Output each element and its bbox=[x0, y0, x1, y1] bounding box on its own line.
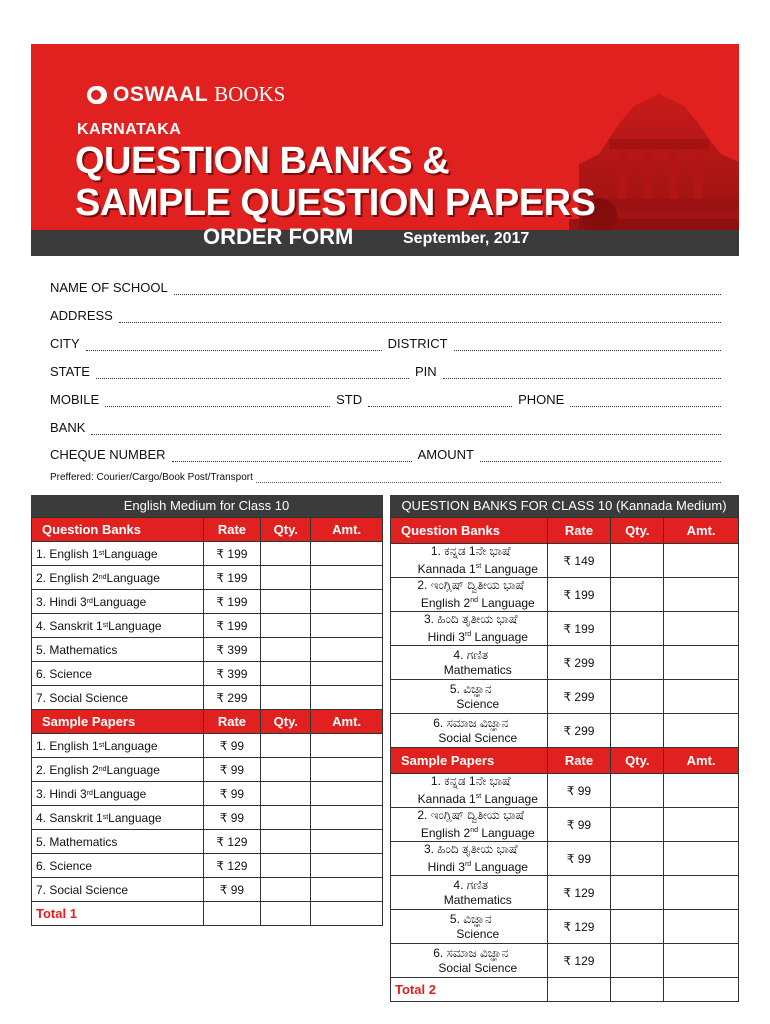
item-name-english: Hindi 3rd Language bbox=[427, 630, 528, 644]
table-row bbox=[390, 841, 738, 875]
english-medium-title: English Medium for Class 10 bbox=[31, 495, 382, 517]
qty-cell[interactable] bbox=[610, 714, 663, 747]
item-rate: ₹ 299 bbox=[547, 680, 611, 713]
table-row bbox=[31, 781, 382, 805]
item-rate: ₹ 129 bbox=[203, 830, 261, 853]
bank-field[interactable] bbox=[50, 419, 721, 435]
table-row bbox=[31, 853, 382, 877]
table-row bbox=[31, 661, 382, 685]
std-label: STD bbox=[336, 392, 363, 407]
qty-cell[interactable] bbox=[260, 542, 310, 565]
item-name-kannada: 6. ಸಮಾಜ ವಿಜ್ಞಾನ bbox=[433, 945, 509, 960]
item-name-kannada: 2. ಇಂಗ್ಲಿಷ್ ದ್ವಿತೀಯ ಭಾಷೆ bbox=[417, 808, 525, 822]
state-pin-field[interactable] bbox=[50, 363, 721, 379]
item-name: 6. Science bbox=[31, 662, 203, 685]
state-field-label: STATE bbox=[50, 364, 90, 379]
item-rate: ₹ 299 bbox=[547, 714, 611, 747]
item-name-kannada: 4. ಗಣಿತ bbox=[453, 877, 489, 892]
item-rate: ₹ 129 bbox=[203, 854, 261, 877]
item-name: 7. Social Science bbox=[31, 878, 203, 901]
table-row bbox=[31, 541, 382, 565]
item-name: 4. Sanskrit 1 st Language bbox=[31, 614, 203, 637]
amt-header: Amt. bbox=[310, 710, 382, 733]
table-row bbox=[31, 613, 382, 637]
amt-cell[interactable] bbox=[310, 590, 382, 613]
state-label: KARNATAKA bbox=[77, 121, 182, 138]
item-rate: ₹ 99 bbox=[203, 758, 261, 781]
english-medium-table bbox=[31, 495, 383, 926]
order-form-date: September, 2017 bbox=[403, 230, 530, 247]
preferred-label: Preffered: Courier/Cargo/Book Post/Transport bbox=[50, 472, 253, 483]
phone-label: PHONE bbox=[518, 392, 565, 407]
item-rate: ₹ 299 bbox=[547, 646, 611, 679]
brand-name: OSWAAL bbox=[113, 82, 209, 106]
pin-label: PIN bbox=[414, 364, 437, 379]
item-name-kannada: 5. ವಿಜ್ಞಾನ bbox=[449, 911, 492, 926]
item-name bbox=[390, 910, 547, 943]
item-rate: ₹ 129 bbox=[547, 910, 611, 943]
amt-cell[interactable] bbox=[663, 714, 738, 747]
item-rate: ₹ 99 bbox=[547, 774, 611, 807]
amt-cell[interactable] bbox=[663, 578, 738, 611]
address-label: ADDRESS bbox=[50, 308, 113, 323]
qty-header: Qty. bbox=[610, 748, 663, 773]
item-rate: ₹ 129 bbox=[547, 944, 611, 977]
total-qty[interactable] bbox=[260, 902, 310, 925]
qty-cell[interactable] bbox=[260, 614, 310, 637]
amt-header: Amt. bbox=[663, 518, 738, 543]
qty-cell[interactable] bbox=[610, 842, 663, 875]
item-rate: ₹ 199 bbox=[203, 614, 261, 637]
item-rate: ₹ 199 bbox=[203, 590, 261, 613]
total-qty[interactable] bbox=[610, 978, 663, 1001]
qty-header: Qty. bbox=[260, 710, 310, 733]
qty-cell[interactable] bbox=[260, 782, 310, 805]
item-name: 6. Science bbox=[31, 854, 203, 877]
qty-header: Qty. bbox=[610, 518, 663, 543]
item-name bbox=[390, 578, 547, 611]
qty-header: Qty. bbox=[260, 518, 310, 541]
qty-cell[interactable] bbox=[260, 878, 310, 901]
total-label: Total 2 bbox=[390, 978, 547, 1001]
qty-cell[interactable] bbox=[610, 808, 663, 841]
qty-cell[interactable] bbox=[260, 806, 310, 829]
table-row bbox=[390, 713, 738, 747]
rate-header: Rate bbox=[547, 518, 611, 543]
item-name-english: Kannada 1st Language bbox=[417, 792, 538, 806]
table-row bbox=[31, 637, 382, 661]
item-name: 1. English 1 st Language bbox=[31, 734, 203, 757]
qty-cell[interactable] bbox=[260, 758, 310, 781]
item-name bbox=[390, 612, 547, 645]
item-name-kannada: 5. ವಿಜ್ಞಾನ bbox=[449, 681, 492, 696]
table-row bbox=[390, 773, 738, 807]
item-name-english: English 2nd Language bbox=[420, 596, 535, 610]
city-district-field[interactable] bbox=[50, 335, 721, 351]
total-row bbox=[31, 901, 382, 925]
section-header: Sample Papers bbox=[390, 748, 547, 773]
item-name: 1. English 1 st Language bbox=[31, 542, 203, 565]
oswaal-logo bbox=[87, 82, 285, 107]
amount-label: AMOUNT bbox=[417, 447, 474, 462]
table-row bbox=[390, 577, 738, 611]
amt-cell[interactable] bbox=[663, 612, 738, 645]
amt-cell[interactable] bbox=[663, 774, 738, 807]
total-row bbox=[390, 977, 738, 1001]
amt-cell[interactable] bbox=[663, 544, 738, 577]
qty-cell[interactable] bbox=[260, 686, 310, 709]
item-name-english: Science bbox=[456, 926, 500, 941]
item-name-kannada: 4. ಗಣಿತ bbox=[453, 647, 489, 662]
item-name: 2. English 2 nd Language bbox=[31, 566, 203, 589]
total-amt[interactable] bbox=[310, 902, 382, 925]
item-name bbox=[390, 842, 547, 875]
preferred-delivery[interactable] bbox=[50, 472, 721, 483]
item-name-english: Science bbox=[456, 696, 500, 711]
amt-cell[interactable] bbox=[663, 944, 738, 977]
item-rate: ₹ 99 bbox=[547, 808, 611, 841]
table-row bbox=[390, 679, 738, 713]
amt-cell[interactable] bbox=[310, 734, 382, 757]
school-label: NAME OF SCHOOL bbox=[50, 280, 168, 295]
table-row bbox=[31, 589, 382, 613]
item-rate: ₹ 399 bbox=[203, 662, 261, 685]
qty-cell[interactable] bbox=[610, 578, 663, 611]
amt-cell[interactable] bbox=[310, 566, 382, 589]
item-rate: ₹ 99 bbox=[203, 734, 261, 757]
item-name-kannada: 1. ಕನ್ನಡ 1ನೇ ಭಾಷೆ bbox=[430, 774, 511, 788]
amt-cell[interactable] bbox=[310, 782, 382, 805]
brand-books: BOOKS bbox=[214, 82, 286, 106]
amt-cell[interactable] bbox=[663, 910, 738, 943]
item-name bbox=[390, 876, 547, 909]
item-name: 3. Hindi 3 rd Language bbox=[31, 590, 203, 613]
qty-cell[interactable] bbox=[260, 590, 310, 613]
address-field[interactable] bbox=[50, 307, 721, 323]
title-line-1: QUESTION BANKS & bbox=[75, 140, 450, 182]
qty-cell[interactable] bbox=[610, 876, 663, 909]
item-rate: ₹ 99 bbox=[203, 806, 261, 829]
header-banner bbox=[31, 44, 739, 256]
item-name: 4. Sanskrit 1 st Language bbox=[31, 806, 203, 829]
table-row bbox=[390, 943, 738, 977]
item-name bbox=[390, 774, 547, 807]
rate-header: Rate bbox=[203, 518, 261, 541]
qty-cell[interactable] bbox=[260, 830, 310, 853]
item-name: 5. Mathematics bbox=[31, 830, 203, 853]
rate-header: Rate bbox=[547, 748, 611, 773]
table-row bbox=[390, 909, 738, 943]
qty-cell[interactable] bbox=[610, 544, 663, 577]
item-name bbox=[390, 714, 547, 747]
item-name-kannada: 2. ಇಂಗ್ಲಿಷ್ ದ್ವಿತೀಯ ಭಾಷೆ bbox=[417, 578, 525, 592]
item-name-kannada: 1. ಕನ್ನಡ 1ನೇ ಭಾಷೆ bbox=[430, 544, 511, 558]
table-row bbox=[390, 807, 738, 841]
cheque-label: CHEQUE NUMBER bbox=[50, 447, 166, 462]
total-rate bbox=[547, 978, 611, 1001]
total-label: Total 1 bbox=[31, 902, 203, 925]
item-name bbox=[390, 680, 547, 713]
page-title bbox=[75, 140, 595, 224]
item-name-english: English 2nd Language bbox=[420, 826, 535, 840]
amt-cell[interactable] bbox=[310, 758, 382, 781]
table-row bbox=[390, 875, 738, 909]
item-name bbox=[390, 646, 547, 679]
table-header-row bbox=[31, 709, 382, 733]
section-header: Question Banks bbox=[31, 518, 203, 541]
amt-cell[interactable] bbox=[310, 686, 382, 709]
table-row bbox=[31, 829, 382, 853]
city-label: CITY bbox=[50, 336, 80, 351]
table-row bbox=[390, 611, 738, 645]
table-row bbox=[31, 757, 382, 781]
item-rate: ₹ 129 bbox=[547, 876, 611, 909]
item-name: 3. Hindi 3 rd Language bbox=[31, 782, 203, 805]
qty-cell[interactable] bbox=[260, 854, 310, 877]
mobile-label: MOBILE bbox=[50, 392, 100, 407]
qty-cell[interactable] bbox=[610, 944, 663, 977]
kannada-medium-table bbox=[390, 495, 739, 1002]
amt-cell[interactable] bbox=[310, 878, 382, 901]
item-name-english: Mathematics bbox=[443, 892, 512, 907]
item-name bbox=[390, 544, 547, 577]
qty-cell[interactable] bbox=[610, 774, 663, 807]
item-rate: ₹ 199 bbox=[203, 542, 261, 565]
item-rate: ₹ 299 bbox=[203, 686, 261, 709]
bank-label: BANK bbox=[50, 420, 86, 435]
district-label: DISTRICT bbox=[387, 336, 448, 351]
amt-cell[interactable] bbox=[663, 646, 738, 679]
qty-cell[interactable] bbox=[610, 612, 663, 645]
section-header: Question Banks bbox=[390, 518, 547, 543]
amt-cell[interactable] bbox=[663, 680, 738, 713]
item-rate: ₹ 149 bbox=[547, 544, 611, 577]
total-amt[interactable] bbox=[663, 978, 738, 1001]
table-row bbox=[390, 543, 738, 577]
item-name bbox=[390, 808, 547, 841]
item-name-english: Social Science bbox=[438, 960, 518, 975]
amt-cell[interactable] bbox=[663, 808, 738, 841]
mobile-std-phone-field[interactable] bbox=[50, 391, 721, 407]
item-rate: ₹ 199 bbox=[203, 566, 261, 589]
amt-cell[interactable] bbox=[310, 614, 382, 637]
item-rate: ₹ 199 bbox=[547, 612, 611, 645]
qty-cell[interactable] bbox=[610, 680, 663, 713]
item-name: 5. Mathematics bbox=[31, 638, 203, 661]
table-header-row bbox=[390, 747, 738, 773]
item-name-english: Hindi 3rd Language bbox=[427, 860, 528, 874]
amt-cell[interactable] bbox=[310, 830, 382, 853]
item-name-kannada: 3. ಹಿಂದಿ ತೃತೀಯ ಭಾಷೆ bbox=[423, 842, 518, 856]
amt-header: Amt. bbox=[663, 748, 738, 773]
item-rate: ₹ 99 bbox=[203, 878, 261, 901]
table-row bbox=[390, 645, 738, 679]
amt-cell[interactable] bbox=[310, 854, 382, 877]
table-row bbox=[31, 685, 382, 709]
qty-cell[interactable] bbox=[260, 566, 310, 589]
qty-cell[interactable] bbox=[610, 646, 663, 679]
amt-cell[interactable] bbox=[663, 842, 738, 875]
table-header-row bbox=[390, 517, 738, 543]
amt-cell[interactable] bbox=[310, 662, 382, 685]
qty-cell[interactable] bbox=[610, 910, 663, 943]
kannada-medium-title: QUESTION BANKS FOR CLASS 10 (Kannada Medium) bbox=[390, 495, 738, 517]
cheque-amount-field[interactable] bbox=[50, 446, 721, 462]
item-rate: ₹ 99 bbox=[547, 842, 611, 875]
item-name-english: Kannada 1st Language bbox=[417, 562, 538, 576]
section-header: Sample Papers bbox=[31, 710, 203, 733]
amt-cell[interactable] bbox=[663, 876, 738, 909]
amt-cell[interactable] bbox=[310, 542, 382, 565]
item-name: 2. English 2 nd Language bbox=[31, 758, 203, 781]
item-rate: ₹ 199 bbox=[547, 578, 611, 611]
item-name-kannada: 3. ಹಿಂದಿ ತೃತೀಯ ಭಾಷೆ bbox=[423, 612, 518, 626]
table-header-row bbox=[31, 517, 382, 541]
amt-cell[interactable] bbox=[310, 806, 382, 829]
table-row bbox=[31, 565, 382, 589]
item-name-kannada: 6. ಸಮಾಜ ವಿಜ್ಞಾನ bbox=[433, 715, 509, 730]
order-form-ribbon bbox=[31, 224, 739, 256]
item-rate: ₹ 399 bbox=[203, 638, 261, 661]
title-line-2: SAMPLE QUESTION PAPERS bbox=[75, 182, 596, 224]
amt-cell[interactable] bbox=[310, 638, 382, 661]
oswaal-logo-mark bbox=[87, 86, 107, 104]
table-row bbox=[31, 877, 382, 901]
qty-cell[interactable] bbox=[260, 734, 310, 757]
total-rate bbox=[203, 902, 261, 925]
qty-cell[interactable] bbox=[260, 638, 310, 661]
item-name bbox=[390, 944, 547, 977]
table-row bbox=[31, 805, 382, 829]
amt-header: Amt. bbox=[310, 518, 382, 541]
school-field[interactable] bbox=[50, 279, 721, 295]
order-form-label: ORDER FORM bbox=[203, 224, 354, 249]
item-rate: ₹ 99 bbox=[203, 782, 261, 805]
rate-header: Rate bbox=[203, 710, 261, 733]
qty-cell[interactable] bbox=[260, 662, 310, 685]
item-name-english: Social Science bbox=[438, 730, 518, 745]
table-row bbox=[31, 733, 382, 757]
item-name: 7. Social Science bbox=[31, 686, 203, 709]
item-name-english: Mathematics bbox=[443, 662, 512, 677]
